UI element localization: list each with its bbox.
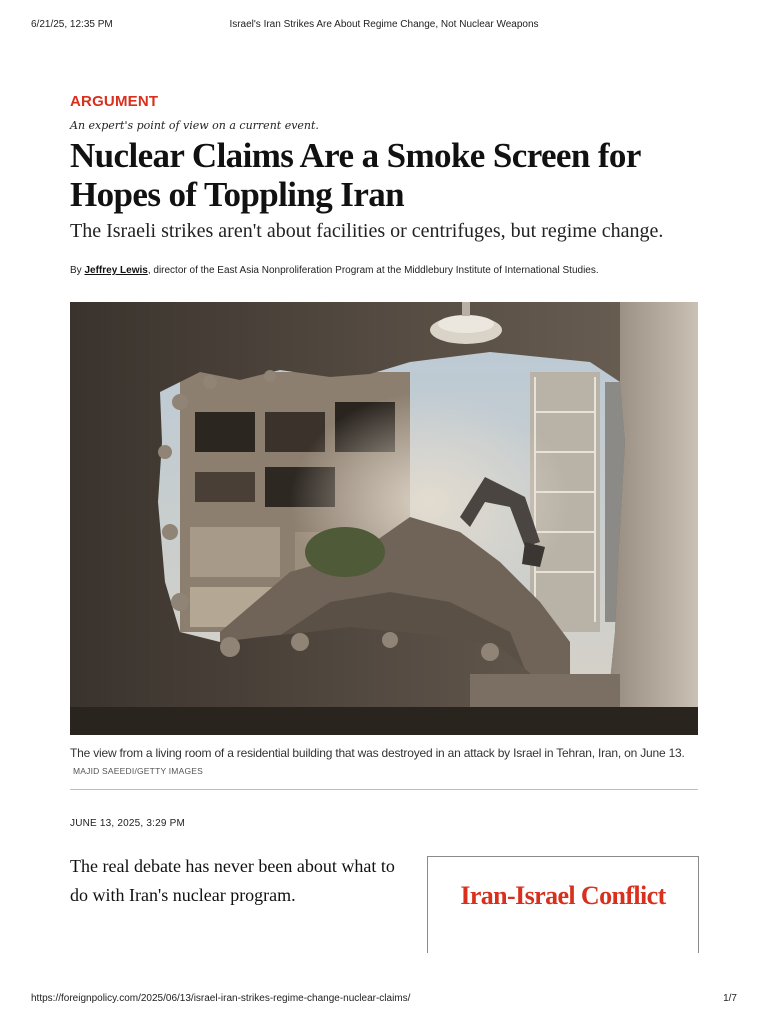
related-coverage-title[interactable]: Iran-Israel Conflict [460,881,666,910]
author-description: , director of the East Asia Nonproliferation Program at the Middlebury Institute of International Studies. [147,265,599,276]
photo-credit: MAJID SAEEDI/GETTY IMAGES [73,766,204,776]
related-coverage-box[interactable] [427,856,699,953]
article-body-paragraph: The real debate has never been about what to do with Iran's nuclear program. [70,856,395,905]
destroyed-building-photo [70,302,698,735]
photo-caption: The view from a living room of a residential building that was destroyed in an attack by Israel in Tehran, Iran, on June 13. [70,746,685,760]
print-header [0,19,768,33]
author-link[interactable]: Jeffrey Lewis [84,265,148,276]
divider [70,789,698,790]
print-footer [0,993,768,1007]
article-dek: The Israeli strikes aren't about facilities or centrifuges, but regime change. [70,220,664,242]
article-dateline: JUNE 13, 2025, 3:29 PM [70,818,186,829]
print-page-number: 1/7 [723,993,737,1004]
print-url: https://foreignpolicy.com/2025/06/13/israel-iran-strikes-regime-change-nuclear-claims/ [31,993,411,1004]
byline [70,265,710,276]
print-page-title: Israel's Iran Strikes Are About Regime Change, Not Nuclear Weapons [229,19,539,30]
kicker-description: An expert's point of view on a current event. [70,119,319,132]
byline-prefix: By [70,265,85,276]
article-photo [70,302,698,735]
article-headline: Nuclear Claims Are a Smoke Screen for Hopes of Toppling Iran [70,136,641,214]
print-datetime: 6/21/25, 12:35 PM [31,19,113,30]
article-kicker[interactable]: ARGUMENT [70,93,159,110]
